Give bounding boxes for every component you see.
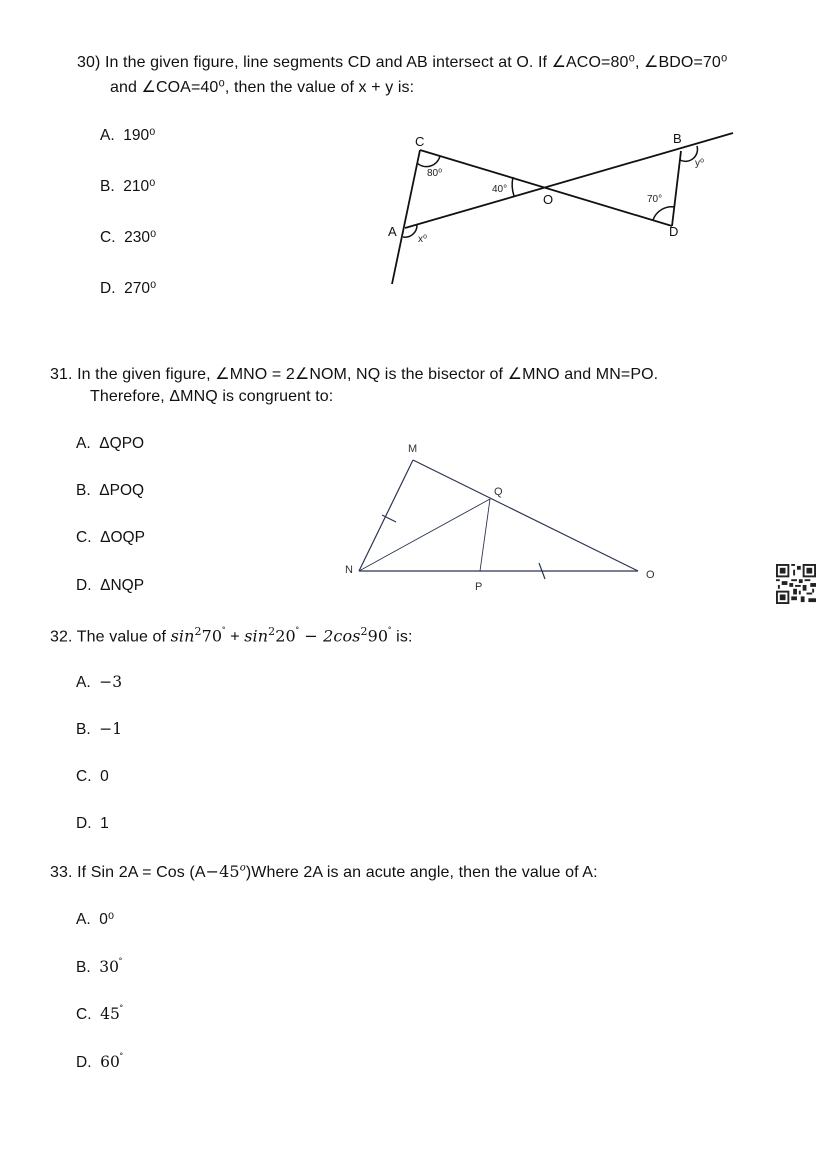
q32-option-b: B. −1 — [76, 720, 123, 738]
q33-option-c: C. 45˚ — [76, 1005, 124, 1024]
angle-bdo-label: 70° — [647, 194, 663, 205]
q30-figure — [0, 0, 827, 320]
question-32-text: 32. The value of $\sin^270^˚ + \sin^220^˚ - 2\cos^290^˚$ is: — [50, 625, 413, 646]
question-31-text-line2: Therefore, ΔMNQ is congruent to: — [90, 388, 334, 405]
q31-option-c: C. ΔOQP — [76, 529, 145, 546]
qr-code-icon — [776, 564, 816, 604]
q33-option-b: B. 30˚ — [76, 958, 123, 977]
q32-option-c: C. 0 — [76, 768, 109, 785]
question-30-text-line2: and ∠COA=40⁰, then the value of x + y is: — [110, 79, 415, 96]
point-d-label: D — [669, 224, 679, 239]
q31-option-b: B. ΔPOQ — [76, 482, 145, 499]
point-a-label: A — [388, 224, 397, 239]
angle-x-label: x⁰ — [418, 234, 428, 245]
q30-option-a: A. 190⁰ — [100, 127, 156, 144]
q31-figure — [0, 430, 827, 600]
q30-option-c: C. 230⁰ — [100, 229, 157, 246]
q32-option-d: D. 1 — [76, 815, 109, 832]
q30-option-b: B. 210⁰ — [100, 178, 156, 195]
q30-option-d: D. 270⁰ — [100, 280, 157, 297]
point-c-label: C — [415, 134, 425, 149]
question-31-text-line1: 31. In the given figure, ∠MNO = 2∠NOM, NQ is the bisector of ∠MNO and MN=PO. — [50, 366, 659, 383]
point-o-label-2: O — [646, 569, 655, 581]
point-n-label: N — [345, 564, 353, 576]
q31-option-a: A. ΔQPO — [76, 435, 145, 452]
point-o-label: O — [543, 192, 554, 207]
q33-option-d: D. 60˚ — [76, 1053, 124, 1072]
q33-option-a: A. 0⁰ — [76, 911, 115, 928]
question-30-text-line1: 30) In the given figure, line segments CD and AB intersect at O. If ∠ACO=80⁰, ∠BDO=70⁰ — [77, 54, 728, 71]
point-b-label: B — [673, 131, 682, 146]
question-33-text: 33. If Sin 2A = Cos $(A-45^o)Where$ 2A is an acute angle, then the value of A: — [50, 862, 598, 881]
point-q-label: Q — [494, 486, 503, 498]
q32-option-a: A. −3 — [76, 673, 123, 691]
angle-coa-label: 40° — [492, 184, 508, 195]
point-m-label: M — [408, 443, 418, 455]
angle-y-label: y⁰ — [695, 158, 705, 169]
angle-aco-label: 80⁰ — [427, 168, 443, 179]
point-p-label: P — [475, 581, 483, 593]
q31-option-d: D. ΔNQP — [76, 577, 145, 594]
